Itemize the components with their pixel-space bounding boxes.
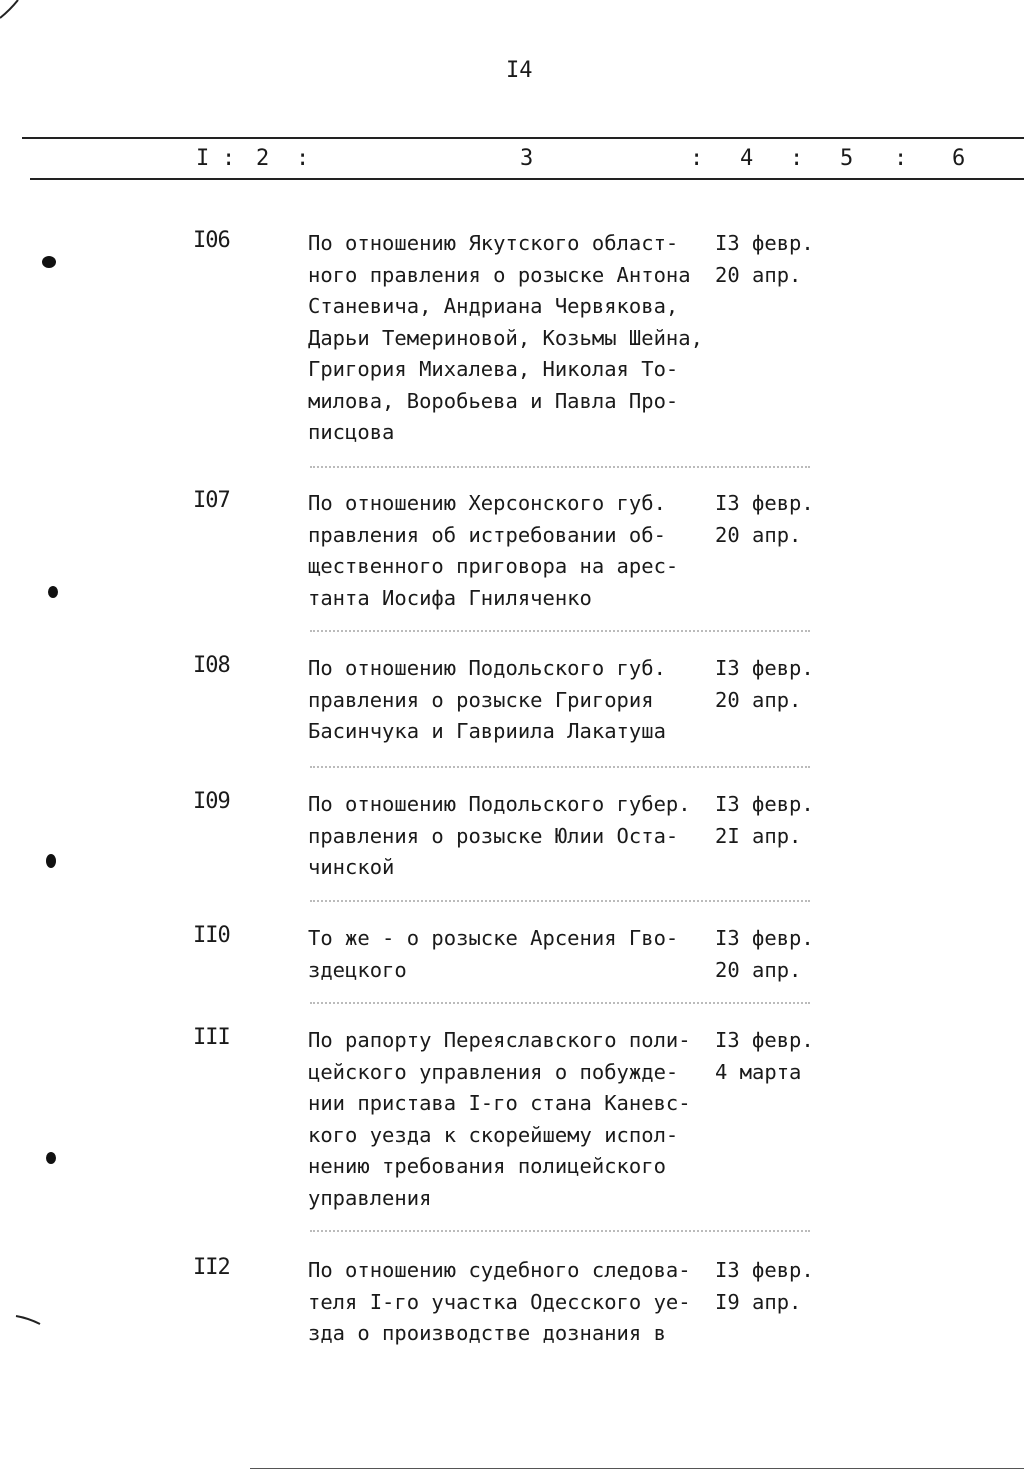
description-line: правления о розыске Григория — [308, 687, 654, 712]
end-date: I9 апр. — [715, 1289, 802, 1314]
column-header-5: 5 — [840, 146, 854, 171]
description-line: Дарьи Темериновой, Козьмы Шейна, — [308, 325, 703, 350]
description-line: милова, Воробьева и Павла Про- — [308, 388, 679, 413]
description-line: управления — [308, 1185, 432, 1210]
column-header-4: 4 — [740, 146, 754, 171]
entry-number: III — [193, 1025, 230, 1050]
entry-description — [308, 488, 713, 614]
description-line: зда о производстве дознания в — [308, 1321, 666, 1345]
column-header-2: 2 — [256, 146, 270, 171]
description-line: По отношению Якутского област- — [308, 231, 679, 255]
description-line: правления об истребовании об- — [308, 522, 666, 547]
corner-stroke — [0, 0, 24, 20]
start-date: I3 февр. — [715, 1028, 814, 1052]
punch-hole-mark — [46, 1152, 56, 1164]
column-separator: : — [690, 146, 704, 171]
entry-description — [308, 653, 713, 748]
entry-number: II2 — [193, 1255, 230, 1280]
entry-number: I09 — [193, 789, 230, 814]
description-line: По отношению Подольского губер. — [308, 792, 691, 816]
description-line: нению требования полицейского — [308, 1154, 666, 1178]
dotted-separator — [310, 1230, 810, 1232]
description-line: нии пристава I-го стана Каневс- — [308, 1091, 691, 1115]
entry-dates — [715, 653, 814, 716]
description-line: здецкого — [308, 957, 407, 982]
description-line: правления о розыске Юлии Оста- — [308, 823, 679, 848]
end-date: 4 марта — [715, 1059, 802, 1084]
column-header-3: 3 — [520, 146, 534, 171]
dotted-separator — [310, 466, 810, 468]
punch-hole-mark — [46, 854, 56, 868]
description-line: То же - о розыске Арсения Гво- — [308, 926, 679, 950]
dotted-separator — [310, 1002, 810, 1004]
column-header-6: 6 — [952, 146, 966, 171]
entry-description — [308, 228, 713, 449]
description-line: По отношению Подольского губ. — [308, 656, 666, 680]
end-date: 20 апр. — [715, 522, 802, 547]
header-rule-top — [22, 137, 1024, 139]
end-date: 20 апр. — [715, 957, 802, 982]
description-line: теля I-го участка Одесского уе- — [308, 1289, 691, 1314]
entry-dates — [715, 228, 814, 291]
column-separator: : — [296, 146, 310, 171]
start-date: I3 февр. — [715, 926, 814, 950]
entry-dates — [715, 789, 814, 852]
description-line: По рапорту Переяславского поли- — [308, 1028, 691, 1052]
page-number: I4 — [506, 58, 533, 83]
description-line: По отношению Херсонского губ. — [308, 491, 666, 515]
entry-dates — [715, 1255, 814, 1318]
column-separator: : — [790, 146, 804, 171]
punch-hole-mark — [48, 586, 58, 598]
entry-number: II0 — [193, 923, 230, 948]
start-date: I3 февр. — [715, 491, 814, 515]
entry-number: I07 — [193, 488, 230, 513]
end-date: 20 апр. — [715, 687, 802, 712]
column-separator: : — [222, 146, 236, 171]
description-line: чинской — [308, 855, 395, 879]
column-separator: : — [894, 146, 908, 171]
dotted-separator — [310, 900, 810, 902]
entry-number: I06 — [193, 228, 230, 253]
end-date: 2I апр. — [715, 823, 802, 848]
start-date: I3 февр. — [715, 1258, 814, 1282]
description-line: цейского управления о побужде- — [308, 1059, 679, 1084]
entry-description — [308, 1255, 713, 1350]
footer-rule — [250, 1468, 1024, 1469]
description-line: Станевича, Андриана Червякова, — [308, 294, 679, 318]
margin-stroke — [14, 1312, 44, 1326]
start-date: I3 февр. — [715, 656, 814, 680]
end-date: 20 апр. — [715, 262, 802, 287]
entry-dates — [715, 488, 814, 551]
entry-number: I08 — [193, 653, 230, 678]
description-line: щественного приговора на арес- — [308, 554, 679, 578]
dotted-separator — [310, 630, 810, 632]
entry-description — [308, 789, 713, 884]
header-rule-bottom — [30, 178, 1024, 180]
punch-hole-mark — [42, 256, 56, 268]
dotted-separator — [310, 766, 810, 768]
description-line: По отношению судебного следова- — [308, 1258, 691, 1282]
entry-description — [308, 923, 713, 986]
description-line: танта Иосифа Гниляченко — [308, 585, 592, 610]
description-line: ного правления о розыске Антона — [308, 262, 691, 287]
description-line: кого уезда к скорейшему испол- — [308, 1122, 679, 1147]
description-line: Басинчука и Гавриила Лакатуша — [308, 719, 666, 743]
start-date: I3 февр. — [715, 231, 814, 255]
entry-dates — [715, 923, 814, 986]
column-header-1: I — [196, 146, 210, 171]
entry-dates — [715, 1025, 814, 1088]
entry-description — [308, 1025, 713, 1214]
start-date: I3 февр. — [715, 792, 814, 816]
description-line: Григория Михалева, Николая То- — [308, 357, 679, 381]
description-line: писцова — [308, 420, 395, 444]
